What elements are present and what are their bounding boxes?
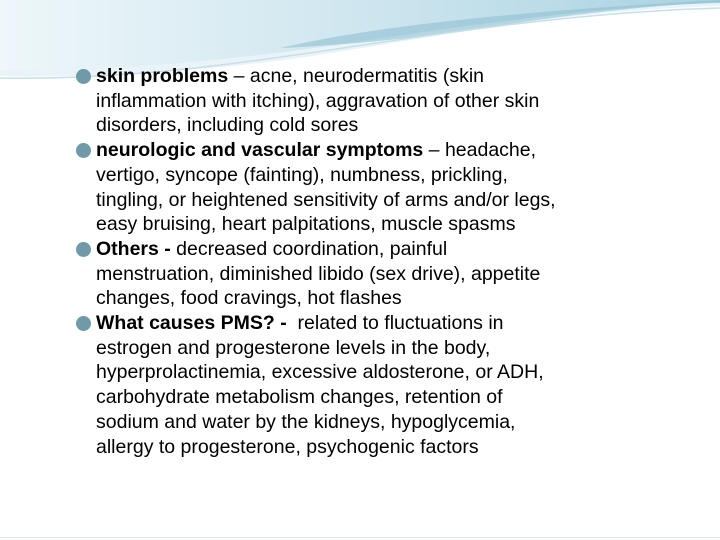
bullet-neurologic-vascular — [76, 138, 676, 237]
bullet-text: related to fluctuations in — [286, 312, 504, 335]
bullet-line: carbohydrate metabolism changes, retention of — [96, 386, 503, 409]
bullet-dot-icon — [76, 69, 91, 84]
bullet-dot-icon — [76, 242, 91, 257]
bullet-line — [96, 311, 676, 336]
bullet-line — [96, 64, 676, 89]
bullet-lead: Others - — [96, 237, 171, 260]
bullet-lead: skin problems — [96, 65, 229, 87]
bullet-line: easy bruising, heart palpitations, muscle spasms — [96, 213, 516, 236]
bullet-dot-icon — [76, 143, 91, 158]
bullet-list — [76, 64, 676, 459]
bullet-line — [96, 138, 676, 163]
bullet-what-causes-pms — [76, 311, 676, 459]
bullet-line: menstruation, diminished libido (sex drive), appetite — [96, 262, 541, 285]
bullet-line: allergy to progesterone, psychogenic factors — [96, 435, 479, 458]
bullet-others — [76, 237, 676, 311]
bullet-line — [96, 237, 676, 262]
bullet-line: vertigo, syncope (fainting), numbness, prickling, — [96, 163, 508, 186]
bullet-lead: neurologic and vascular symptoms — [96, 139, 424, 162]
bullet-dot-icon — [76, 316, 91, 331]
bullet-skin-problems — [76, 64, 676, 138]
bullet-line: disorders, including cold sores — [96, 114, 359, 137]
bullet-line: sodium and water by the kidneys, hypoglycemia, — [96, 410, 516, 433]
bullet-text: – headache, — [423, 139, 537, 162]
bullet-line: hyperprolactinemia, excessive aldosterone, or ADH, — [96, 361, 544, 384]
bullet-text: decreased coordination, painful — [170, 237, 448, 260]
bullet-line: changes, food cravings, hot flashes — [96, 287, 402, 310]
footer-divider — [0, 537, 720, 538]
bullet-text: – acne, neurodermatitis (skin — [228, 65, 485, 87]
bullet-lead: What causes PMS? - — [96, 312, 287, 335]
bullet-line: inflammation with itching), aggravation of other skin — [96, 89, 540, 112]
bullet-line: tingling, or heightened sensitivity of arms and/or legs, — [96, 188, 556, 211]
bullet-line: estrogen and progesterone levels in the body, — [96, 336, 491, 359]
